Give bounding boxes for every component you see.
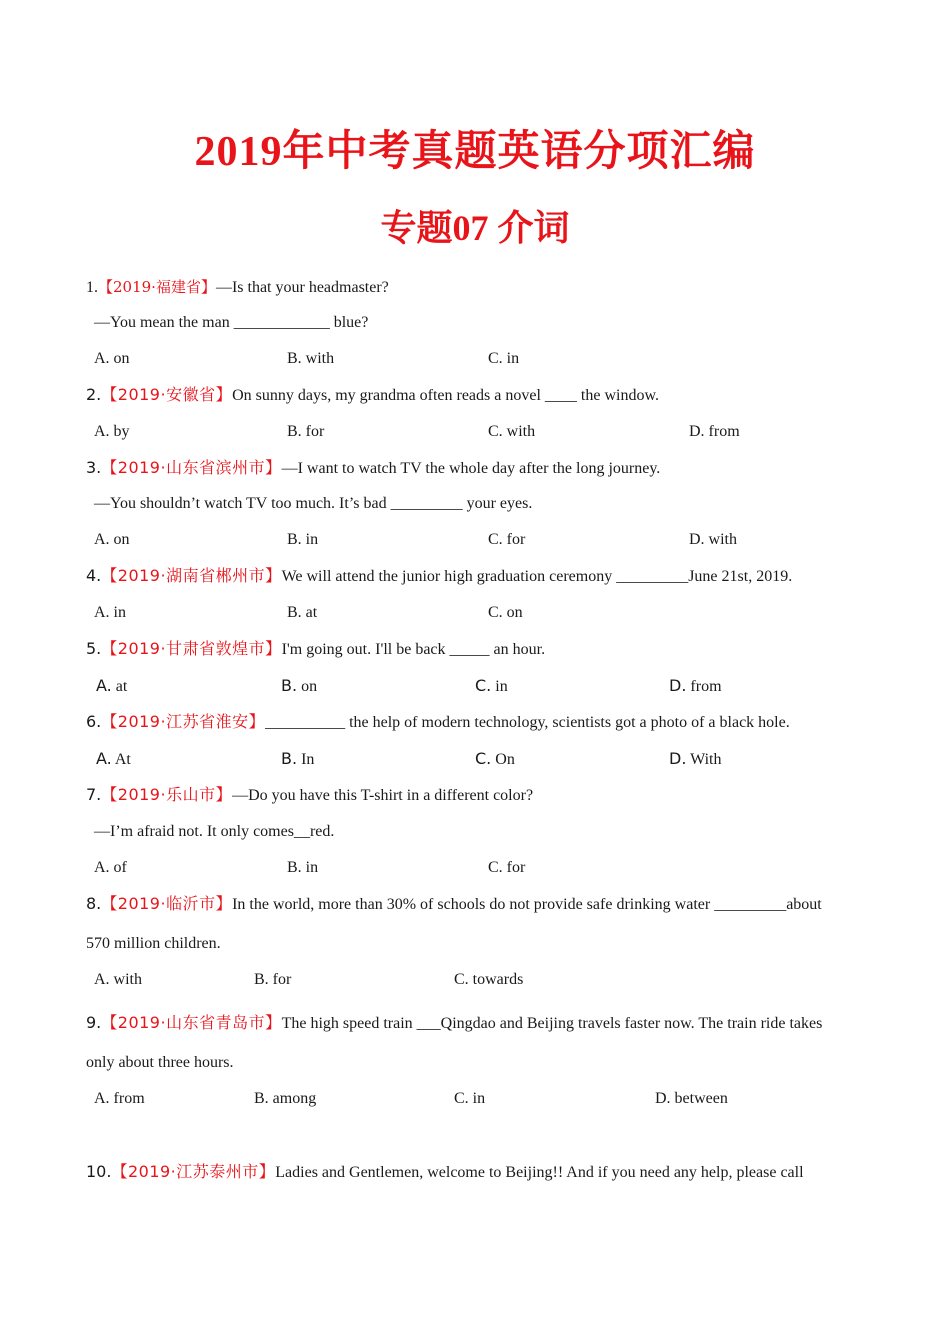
option-b: B. among — [254, 1090, 317, 1107]
option-d — [669, 676, 722, 697]
option-c — [475, 676, 508, 697]
option-b: B. in — [287, 531, 319, 548]
option-letter: A. — [96, 749, 112, 768]
page-title: 2019年中考真题英语分项汇编 — [194, 129, 756, 175]
option-letter: C. — [475, 676, 492, 695]
question-7-line2: —I’m afraid not. It only comes__red. — [94, 823, 335, 840]
question-9 — [86, 1013, 876, 1034]
question-stem: We will attend the junior high graduation ceremony _________June 21st, 2019. — [281, 568, 793, 585]
question-source-tag: 【2019·江苏省淮安】 — [101, 712, 266, 731]
option-d: D. with — [689, 531, 737, 548]
option-letter: D. — [669, 749, 687, 768]
option-a: A. on — [94, 531, 130, 548]
question-number: 2. — [86, 385, 102, 404]
question-3 — [86, 458, 876, 479]
question-source-tag: 【2019·江苏泰州市】 — [111, 1162, 276, 1181]
option-c: C. towards — [454, 971, 524, 988]
question-number: 7. — [86, 785, 102, 804]
question-number: 10. — [86, 1162, 112, 1181]
question-source-tag: 【2019·山东省滨州市】 — [101, 458, 282, 477]
option-d: D. between — [655, 1090, 728, 1107]
option-a — [96, 749, 131, 770]
option-a: A. with — [94, 971, 142, 988]
option-c: C. for — [488, 859, 526, 876]
option-c: C. in — [454, 1090, 486, 1107]
question-1-line2: —You mean the man ____________ blue? — [94, 314, 369, 331]
question-stem: __________ the help of modern technology, scientists got a photo of a black hole. — [265, 714, 790, 731]
question-4 — [86, 566, 876, 587]
option-letter: B. — [281, 749, 298, 768]
question-10 — [86, 1162, 876, 1183]
option-d — [669, 749, 721, 770]
question-3-line2: —You shouldn’t watch TV too much. It’s bad _________ your eyes. — [94, 495, 533, 512]
option-a — [96, 676, 127, 697]
option-d: D. from — [689, 423, 740, 440]
question-source-tag: 【2019·甘肃省敦煌市】 — [101, 639, 282, 658]
option-b — [281, 749, 314, 770]
option-a: A. by — [94, 423, 130, 440]
question-9-line2: only about three hours. — [86, 1054, 234, 1071]
option-text: With — [686, 751, 722, 768]
question-source-tag: 【2019·临沂市】 — [101, 894, 233, 913]
option-text: at — [111, 678, 128, 695]
option-a: A. in — [94, 604, 126, 621]
option-b: B. for — [287, 423, 325, 440]
question-source-tag: 【2019·安徽省】 — [101, 385, 233, 404]
option-letter: A. — [96, 676, 112, 695]
question-number: 5. — [86, 639, 102, 658]
question-number: 8. — [86, 894, 102, 913]
question-number: 1. — [86, 279, 98, 296]
option-a: A. on — [94, 350, 130, 367]
option-a: A. of — [94, 859, 127, 876]
question-stem: On sunny days, my grandma often reads a novel ____ the window. — [232, 387, 659, 404]
option-b — [281, 676, 317, 697]
question-8 — [86, 894, 876, 915]
question-8-line2: 570 million children. — [86, 935, 221, 952]
option-c: C. for — [488, 531, 526, 548]
question-source-tag: 【2019·乐山市】 — [101, 785, 233, 804]
option-c: C. with — [488, 423, 536, 440]
question-stem: —Do you have this T-shirt in a different color? — [232, 787, 534, 804]
option-text: At — [111, 751, 131, 768]
question-number: 3. — [86, 458, 102, 477]
option-text: in — [491, 678, 508, 695]
question-2 — [86, 385, 876, 406]
option-letter: B. — [281, 676, 298, 695]
option-c: C. in — [488, 350, 520, 367]
page-subtitle: 专题07 介词 — [380, 208, 570, 248]
question-7 — [86, 785, 876, 806]
option-text: On — [491, 751, 515, 768]
option-text: In — [297, 751, 315, 768]
question-stem: —I want to watch TV the whole day after the long journey. — [281, 460, 661, 477]
question-number: 9. — [86, 1013, 102, 1032]
option-b: B. in — [287, 859, 319, 876]
option-b: B. with — [287, 350, 335, 367]
option-letter: D. — [669, 676, 687, 695]
option-a: A. from — [94, 1090, 145, 1107]
question-number: 4. — [86, 566, 102, 585]
question-6 — [86, 712, 876, 733]
question-1 — [86, 277, 876, 298]
option-text: from — [686, 678, 722, 695]
question-stem: Ladies and Gentlemen, welcome to Beijing!! And if you need any help, please call — [275, 1164, 804, 1181]
question-stem: I'm going out. I'll be back _____ an hour. — [281, 641, 546, 658]
option-text: on — [297, 678, 318, 695]
question-source-tag: 【2019·湖南省郴州市】 — [101, 566, 282, 585]
question-stem: —Is that your headmaster? — [215, 279, 389, 296]
question-source-tag: 【2019·福建省】 — [98, 278, 216, 296]
question-5 — [86, 639, 876, 660]
option-b: B. for — [254, 971, 292, 988]
option-b: B. at — [287, 604, 318, 621]
option-c: C. on — [488, 604, 523, 621]
option-c — [475, 749, 515, 770]
question-stem: The high speed train ___Qingdao and Beijing travels faster now. The train ride takes — [281, 1015, 823, 1032]
question-number: 6. — [86, 712, 102, 731]
question-stem: In the world, more than 30% of schools do not provide safe drinking water _________about — [232, 896, 822, 913]
question-source-tag: 【2019·山东省青岛市】 — [101, 1013, 282, 1032]
option-letter: C. — [475, 749, 492, 768]
